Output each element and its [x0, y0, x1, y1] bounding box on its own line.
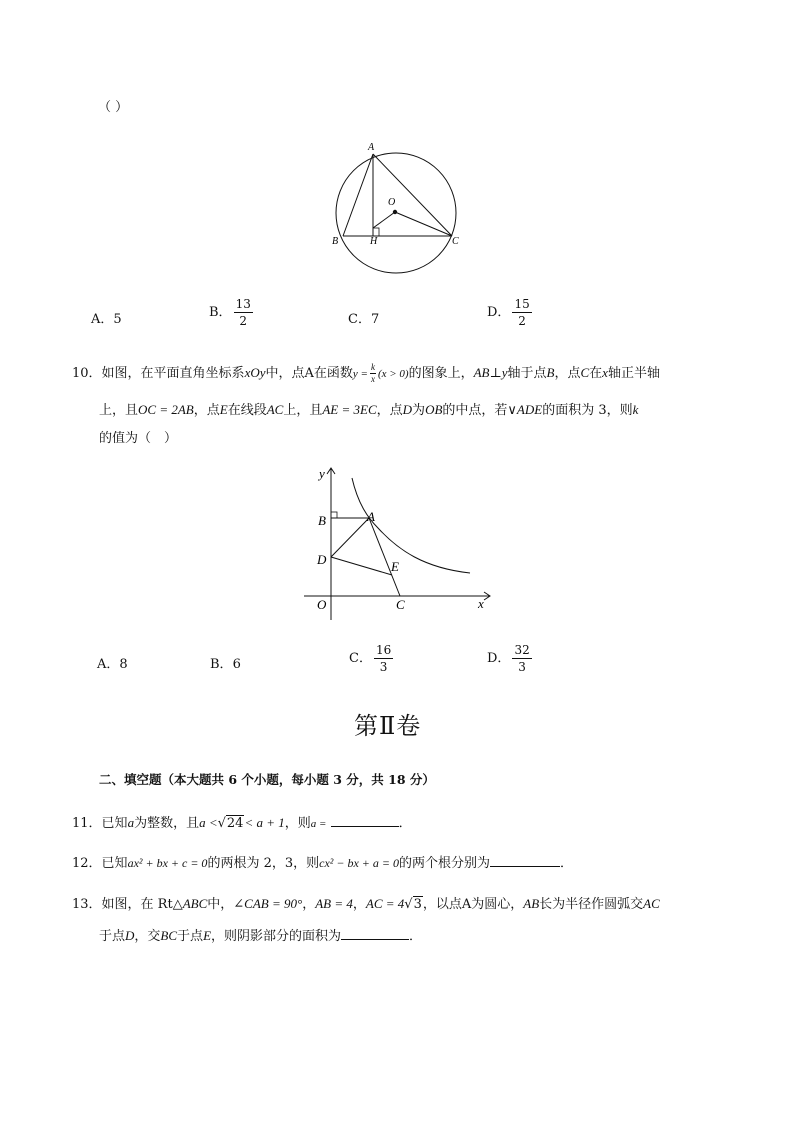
fraction: $\frac{32}{3}$	[514, 643, 530, 674]
label-c: C	[452, 236, 459, 247]
q9-option-a[interactable]: A．5	[91, 312, 122, 327]
q9-option-b[interactable]: B． $\frac{13}{2}$	[209, 297, 251, 328]
label-b: B	[332, 236, 339, 247]
segment-oc	[395, 212, 452, 236]
q9-option-d[interactable]: D． $\frac{15}{2}$	[487, 297, 530, 328]
label-a: A	[367, 509, 375, 524]
answer-blank[interactable]	[331, 814, 399, 827]
label-d: D	[317, 552, 327, 567]
center-point-o	[393, 210, 397, 214]
segment-de	[331, 557, 392, 575]
segment-ac	[373, 154, 452, 236]
segment-da	[331, 518, 369, 557]
right-angle-mark	[331, 512, 337, 518]
q9-option-c[interactable]: C．7	[348, 312, 380, 327]
q10-option-d[interactable]: D． $\frac{32}{3}$	[487, 643, 530, 674]
fraction: $\frac{13}{2}$	[235, 297, 251, 328]
q9-answer-paren: （ ）	[98, 100, 129, 115]
q10-line-3: 的值为（ ）	[99, 431, 178, 446]
q10-option-c[interactable]: C． $\frac{16}{3}$	[349, 643, 392, 674]
q13-line-2: 于点D，交BC于点E，则阴影部分的面积为 ．	[99, 928, 423, 944]
hyperbola-curve	[352, 478, 470, 573]
segment-ac	[369, 518, 400, 596]
q10-line-2: 上，且OC = 2AB，点E在线段AC上，且AE = 3EC，点D为OB的中点，若∨ADE的面积为 3，则k	[99, 402, 639, 418]
q10-option-a[interactable]: A．8	[97, 657, 128, 672]
answer-blank[interactable]	[490, 854, 560, 867]
label-o: O	[388, 197, 396, 208]
q12: 12．已知ax² + bx + c = 0的两根为 2，3，则cx² − bx + a = 0的两个根分别为 ．	[72, 856, 574, 871]
fraction: $\frac{16}{3}$	[375, 643, 392, 674]
q13-line-1: 13．如图，在 Rt△ABC中，∠CAB = 90°，AB = 4，AC = 4√3，以点A为圆心，AB长为半径作圆弧交AC	[72, 896, 660, 912]
answer-blank[interactable]	[341, 927, 409, 940]
q10-line-1: 10．如图，在平面直角坐标系xOy中，点A在函数y = $\frac{k}{x}$ (x > 0)的图象上，AB⊥y轴于点B，点C在x轴正半轴	[72, 361, 660, 384]
label-e: E	[391, 559, 399, 574]
fraction: $\frac{15}{2}$	[514, 297, 530, 328]
label-a: A	[368, 142, 375, 153]
section-title: 第Ⅱ卷	[354, 712, 422, 740]
label-o: O	[317, 597, 327, 612]
label-x: x	[478, 596, 484, 611]
q9-circle-figure	[328, 140, 468, 280]
label-y: y	[319, 466, 325, 481]
q10-coordinate-figure	[300, 462, 500, 622]
section-heading: 二、填空题（本大题共 6 个小题，每小题 3 分，共 18 分）	[99, 772, 435, 787]
segment-o	[373, 212, 395, 228]
right-angle-mark	[373, 228, 379, 236]
label-c: C	[396, 597, 405, 612]
label-b: B	[318, 513, 326, 528]
q10-option-b[interactable]: B．6	[210, 657, 241, 672]
q11: 11．已知a为整数，且a <√24< a + 1，则a = ．	[72, 815, 412, 831]
label-h: H	[370, 236, 378, 247]
